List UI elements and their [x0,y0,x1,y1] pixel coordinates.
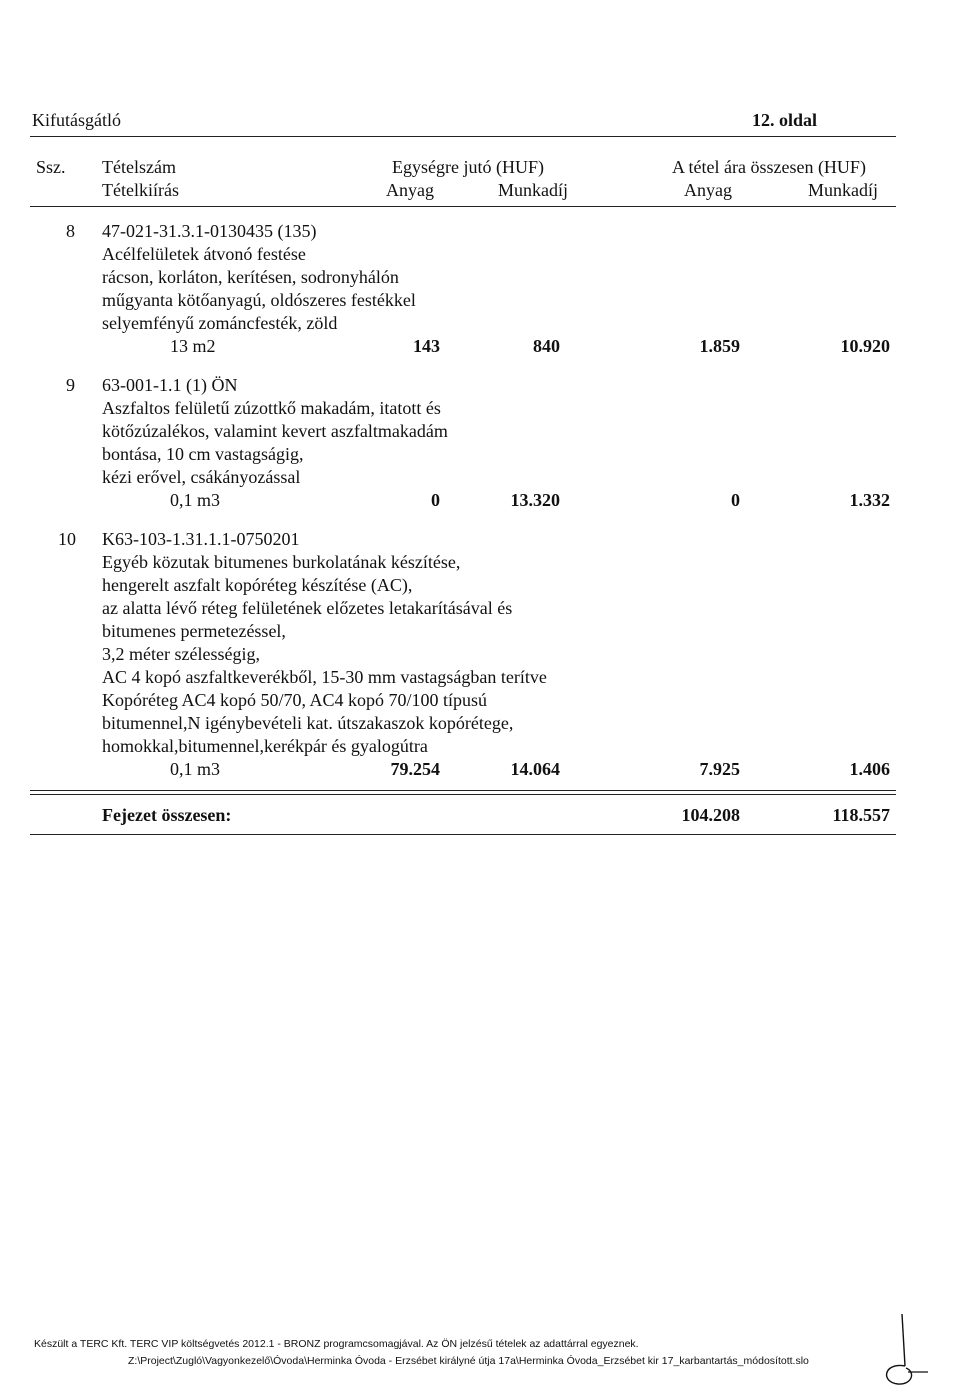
col-tetelkiiras: Tételkiírás [102,180,179,200]
summary-munkadij: 118.557 [832,805,890,825]
summary-rule-top [30,790,896,791]
item-munka-unit: 14.064 [510,759,560,779]
item-quantity: 13 m2 [170,336,216,356]
col-munkadij-total: Munkadíj [808,180,878,200]
item-munka-total: 1.332 [849,490,890,510]
handwritten-mark [872,1310,932,1388]
item-munka-total: 10.920 [840,336,890,356]
item-code: 63-001-1.1 (1) ÖN [102,375,238,395]
item-description-line: műgyanta kötőanyagú, oldószeres festékkel [102,290,416,310]
header-rule [30,136,896,137]
item-code: K63-103-1.31.1.1-0750201 [102,529,300,549]
item-quantity: 0,1 m3 [170,490,221,510]
item-anyag-total: 7.925 [699,759,740,779]
page-number: 12. oldal [752,110,818,130]
item-description-line: Acélfelületek átvonó festése [102,244,306,264]
item-munka-unit: 13.320 [510,490,560,510]
item-description-line: bitumennel,N igénybevételi kat. útszakaszok kopórétege, [102,713,514,733]
item-description-line: Egyéb közutak bitumenes burkolatának készítése, [102,552,461,572]
summary-rule-bottom [30,834,896,835]
item-description-line: kötőzúzalékos, valamint kevert aszfaltmakadám [102,421,448,441]
col-anyag-unit: Anyag [386,180,434,200]
col-ssz: Ssz. [36,157,66,177]
item-quantity: 0,1 m3 [170,759,221,779]
item-description-line: Aszfaltos felületű zúzottkő makadám, itatott és [102,398,441,418]
item-anyag-total: 0 [731,490,740,510]
summary-label: Fejezet összesen: [102,805,232,825]
item-description-line: rácson, korláton, kerítésen, sodronyhálón [102,267,399,287]
summary-rule-top-double [30,794,896,795]
item-description-line: hengerelt aszfalt kopóréteg készítése (AC), [102,575,413,595]
item-description-line: AC 4 kopó aszfaltkeverékből, 15-30 mm vastagságban terítve [102,667,547,687]
item-anyag-unit: 143 [413,336,440,356]
item-description-line: kézi erővel, csákányozással [102,467,301,487]
item-description-line: Kopóréteg AC4 kopó 50/70, AC4 kopó 70/100 típusú [102,690,488,710]
item-anyag-unit: 79.254 [390,759,440,779]
footer-path: Z:\Project\Zugló\Vagyonkezelő\Óvoda\Herminka Óvoda - Erzsébet királyné útja 17a\Herminka Óvoda_Erzsébet kir 17_karbantartás_módosított.slo [128,1355,809,1367]
columns-rule [30,206,896,207]
item-anyag-total: 1.859 [699,336,740,356]
item-description-line: bontása, 10 cm vastagságig, [102,444,304,464]
col-egysegre: Egységre jutó (HUF) [392,157,544,177]
item-anyag-unit: 0 [431,490,440,510]
item-number: 8 [66,221,75,241]
item-number: 10 [58,529,76,549]
item-munka-total: 1.406 [849,759,890,779]
document-title: Kifutásgátló [32,110,121,130]
item-description-line: bitumenes permetezéssel, [102,621,286,641]
item-code: 47-021-31.3.1-0130435 (135) [102,221,317,241]
item-description-line: selyemfényű zománcfesték, zöld [102,313,338,333]
col-tetel-ara: A tétel ára összesen (HUF) [672,157,866,177]
item-munka-unit: 840 [533,336,560,356]
col-munkadij-unit: Munkadíj [498,180,568,200]
item-description-line: 3,2 méter szélességig, [102,644,260,664]
summary-anyag: 104.208 [681,805,740,825]
col-tetelszam: Tételszám [102,157,176,177]
item-description-line: homokkal,bitumennel,kerékpár és gyalogútra [102,736,428,756]
footer-line: Készült a TERC Kft. TERC VIP költségvetés 2012.1 - BRONZ programcsomagjával. Az ÖN jelzésű tételek az adattárral egyeznek. [34,1338,639,1350]
item-description-line: az alatta lévő réteg felületének előzetes letakarításával és [102,598,513,618]
item-number: 9 [66,375,75,395]
col-anyag-total: Anyag [684,180,732,200]
